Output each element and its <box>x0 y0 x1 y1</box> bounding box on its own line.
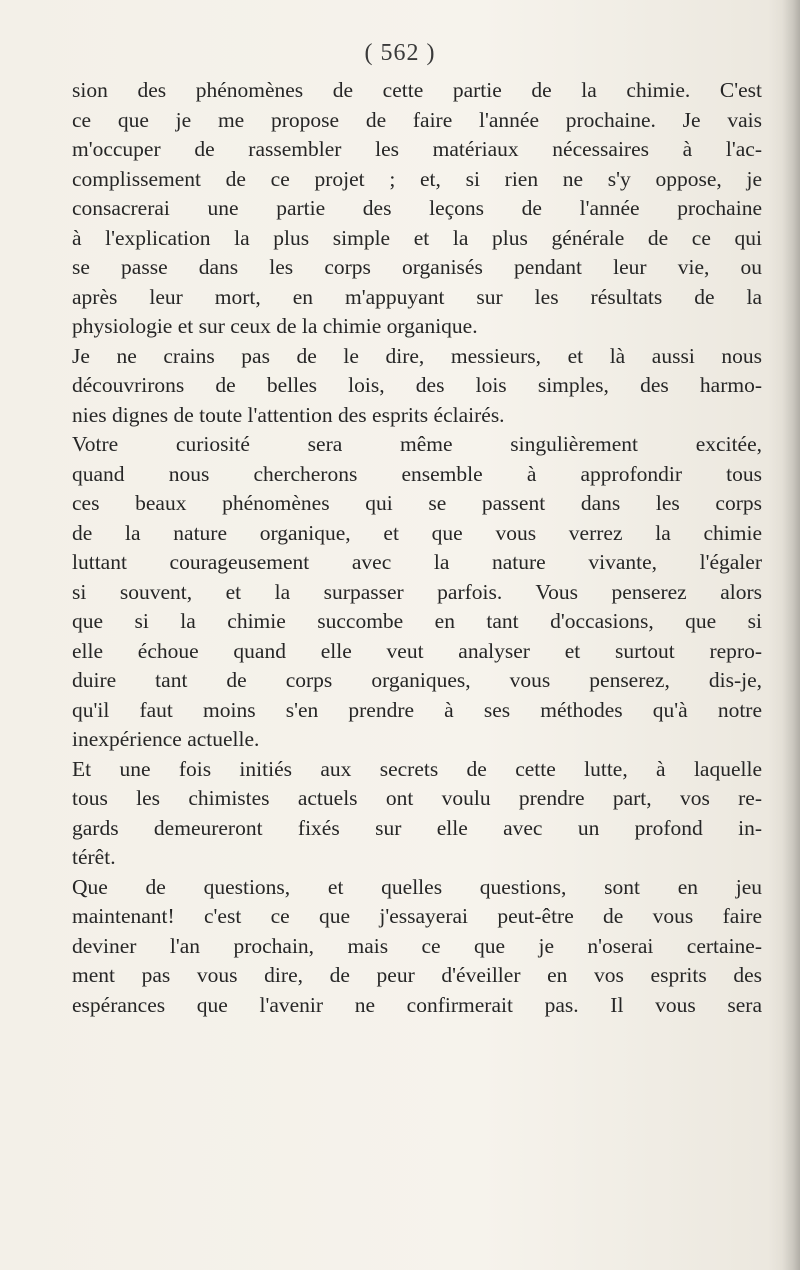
text-line: sion des phénomènes de cette partie de la chimie. C'est <box>72 78 762 102</box>
text-line: espérances que l'avenir ne confirmerait pas. Il vous sera <box>72 992 762 1017</box>
text-line: ces beaux phénomènes qui se passent dans les corps <box>72 491 762 515</box>
text-line: luttant courageusement avec la nature vivante, l'égaler <box>72 550 762 574</box>
text-line: complissement de ce projet ; et, si rien ne s'y oppose, je <box>72 166 762 191</box>
text-line: duire tant de corps organiques, vous penserez, dis-je, <box>72 668 762 692</box>
text-line: nies dignes de toute l'attention des esprits éclairés. <box>72 402 505 427</box>
text-line: Et une fois initiés aux secrets de cette lutte, à laquelle <box>72 756 762 781</box>
text-line: qu'il faut moins s'en prendre à ses méthodes qu'à notre <box>72 697 762 722</box>
text-line: deviner l'an prochain, mais ce que je n'oserai certaine- <box>72 933 762 958</box>
text-line: elle échoue quand elle veut analyser et surtout repro- <box>72 638 762 663</box>
text-line: après leur mort, en m'appuyant sur les résultats de la <box>72 284 762 309</box>
text-line: se passe dans les corps organisés pendant leur vie, ou <box>72 255 762 279</box>
page-edge-shadow <box>782 0 800 1270</box>
text-line: que si la chimie succombe en tant d'occasions, que si <box>72 609 762 633</box>
text-line: Que de questions, et quelles questions, sont en jeu <box>72 874 762 899</box>
text-line: m'occuper de rassembler les matériaux nécessaires à l'ac- <box>72 137 762 161</box>
body-text <box>72 76 762 1020</box>
text-line: de la nature organique, et que vous verrez la chimie <box>72 520 762 545</box>
text-line: ment pas vous dire, de peur d'éveiller en vos esprits des <box>72 963 762 987</box>
text-line: quand nous chercherons ensemble à approfondir tous <box>72 461 762 486</box>
text-line: Votre curiosité sera même singulièrement excitée, <box>72 432 762 456</box>
text-line: ce que je me propose de faire l'année prochaine. Je vais <box>72 107 762 132</box>
text-line: découvrirons de belles lois, des lois simples, des harmo- <box>72 373 762 397</box>
page-number: ( 562 ) <box>364 40 436 66</box>
text-line: physiologie et sur ceux de la chimie organique. <box>72 314 478 338</box>
text-line: gards demeureront fixés sur elle avec un profond in- <box>72 815 762 840</box>
text-line: Je ne crains pas de le dire, messieurs, et là aussi nous <box>72 343 762 368</box>
text-line: maintenant! c'est ce que j'essayerai peut-être de vous faire <box>72 904 762 928</box>
text-line: inexpérience actuelle. <box>72 727 260 751</box>
text-line: térêt. <box>72 845 116 869</box>
text-line: à l'explication la plus simple et la plus générale de ce qui <box>72 225 762 250</box>
text-line: si souvent, et la surpasser parfois. Vous penserez alors <box>72 579 762 604</box>
text-line: consacrerai une partie des leçons de l'année prochaine <box>72 196 762 220</box>
text-line: tous les chimistes actuels ont voulu prendre part, vos re- <box>72 786 762 810</box>
